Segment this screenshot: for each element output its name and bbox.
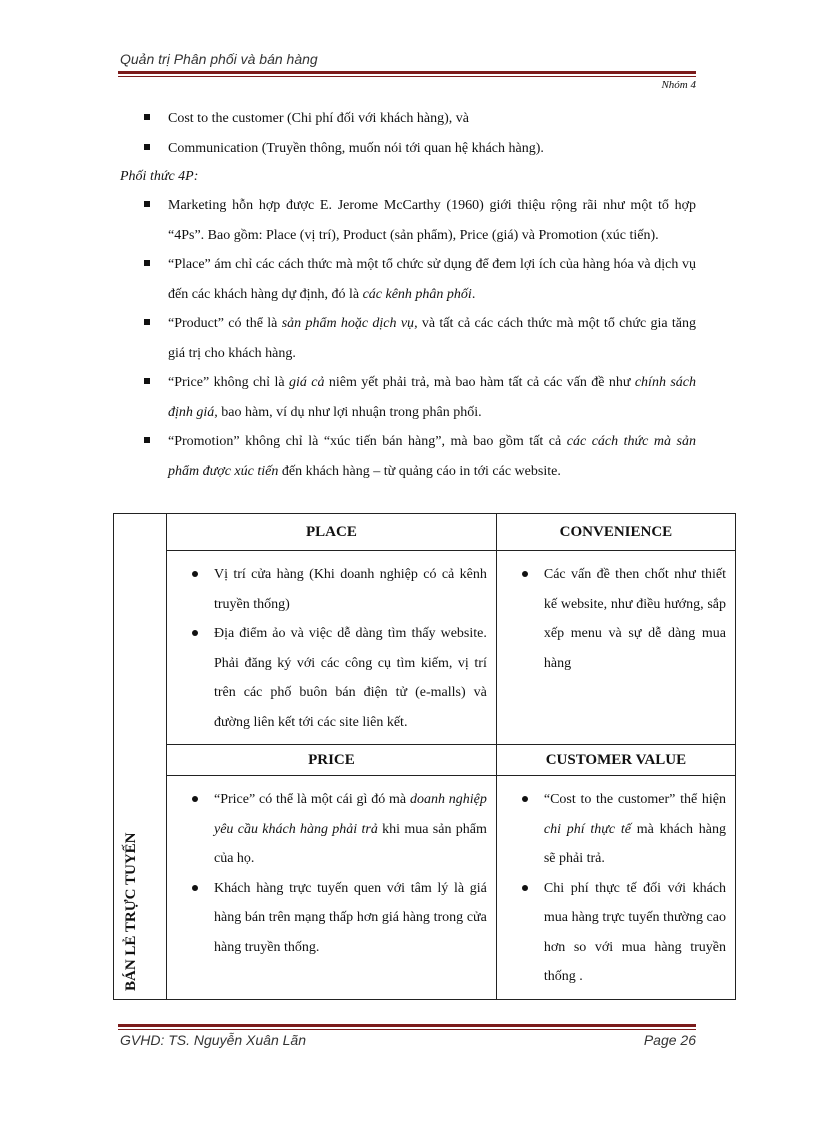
emphasis: giá cả [288, 375, 325, 390]
place-cell [167, 551, 497, 745]
emphasis: chính sách định giá [168, 375, 696, 420]
list-item [192, 785, 487, 874]
price-cell [167, 776, 497, 1000]
text-run: . [471, 286, 476, 302]
footer-advisor: GVHD: TS. Nguyễn Xuân Lãn [120, 1032, 306, 1048]
list-item [522, 785, 726, 874]
emphasis: sản phẩm hoặc dịch vụ [281, 316, 415, 331]
list-item: Marketing hỗn hợp được E. Jerome McCarthy (1960) giới thiệu rộng rãi như một tổ hợp “4Ps”. Bao gồm: Place (vị trí), Product (sản phẩm), Price (giá) và Promotion (xúc tiến). [120, 191, 696, 250]
list-item [120, 368, 696, 427]
price-header: PRICE [167, 745, 497, 776]
emphasis: các kênh phân phối [362, 286, 472, 302]
list-item [120, 309, 696, 368]
customer-value-cell [496, 776, 735, 1000]
emphasis: các cách thức mà sản phẩm được xúc tiến [168, 434, 696, 479]
customer-value-header: CUSTOMER VALUE [496, 745, 735, 776]
side-label: BÁN LẺ TRỰC TUYẾN [123, 831, 139, 991]
side-label-cell [114, 514, 167, 1000]
text-run: đến khách hàng – từ quảng cáo in tới các website. [278, 463, 561, 479]
text-run: , bao hàm, ví dụ như lợi nhuận trong phân phối. [214, 404, 482, 420]
page-number: Page 26 [643, 1032, 696, 1048]
place-header: PLACE [167, 514, 497, 551]
convenience-header: CONVENIENCE [496, 514, 735, 551]
header-rule [118, 71, 696, 77]
convenience-cell [496, 551, 735, 745]
list-item: Communication (Truyền thông, muốn nói tới quan hệ khách hàng). [120, 134, 696, 164]
list-item: Vị trí cửa hàng (Khi doanh nghiệp có cả kênh truyền thống) [192, 560, 487, 619]
group-label: Nhóm 4 [661, 79, 696, 91]
text-run: “Cost to the customer” thể hiện [543, 792, 726, 807]
text-run: mà khách hàng sẽ phải trả. [543, 821, 726, 866]
text-run: “Product” có thể là [168, 316, 282, 331]
header-title: Quản trị Phân phối và bán hàng [120, 51, 318, 67]
list-item: Địa điểm ảo và việc dễ dàng tìm thấy website. Phải đăng ký với các công cụ tìm kiếm, vị trí trên các phố buôn bán điện tử (e-malls) và đường liên kết tới các site liên kết. [192, 619, 487, 737]
list-item: Cost to the customer (Chi phí đối với khách hàng), và [120, 104, 696, 134]
text-run: “Place” ám chỉ các cách thức mà một tổ chức sử dụng để đem lợi ích của hàng hóa và dịch vụ đến các khách hàng dự định, đó là [168, 257, 696, 302]
four-p-list [120, 191, 696, 486]
text-run: , và tất cả các cách thức mà một tổ chức gia tăng giá trị cho khách hàng. [168, 316, 697, 361]
text-run: niêm yết phải trả, mà bao hàm tất cả các vấn đề như [324, 375, 635, 390]
text-run: khi mua sản phẩm của họ. [214, 821, 487, 866]
text-run: “Price” không chỉ là [168, 375, 289, 390]
text-run: “Price” có thể là một cái gì đó mà [214, 792, 410, 807]
list-item [120, 427, 696, 486]
list-item: Các vấn đề then chốt như thiết kế website, như điều hướng, sắp xếp menu và sự dễ dàng mua hàng [522, 560, 726, 678]
emphasis: chi phí thực tế [543, 821, 631, 837]
section-title: Phối thức 4P: [120, 169, 199, 184]
list-item: Khách hàng trực tuyến quen với tâm lý là giá hàng bán trên mạng thấp hơn giá hàng trong cửa hàng truyền thống. [192, 874, 487, 963]
list-item: Chi phí thực tế đối với khách mua hàng trực tuyến thường cao hơn so với mua hàng truyền thống . [522, 874, 726, 992]
list-item [120, 250, 696, 309]
comparison-table [113, 513, 736, 1000]
emphasis: doanh nghiệp yêu cầu khách hàng phải trả [214, 792, 487, 837]
text-run: “Promotion” không chỉ là “xúc tiến bán hàng”, mà bao gồm tất cả [168, 434, 567, 449]
footer-rule [118, 1024, 696, 1030]
intro-list [120, 104, 696, 163]
body-content [120, 104, 696, 486]
